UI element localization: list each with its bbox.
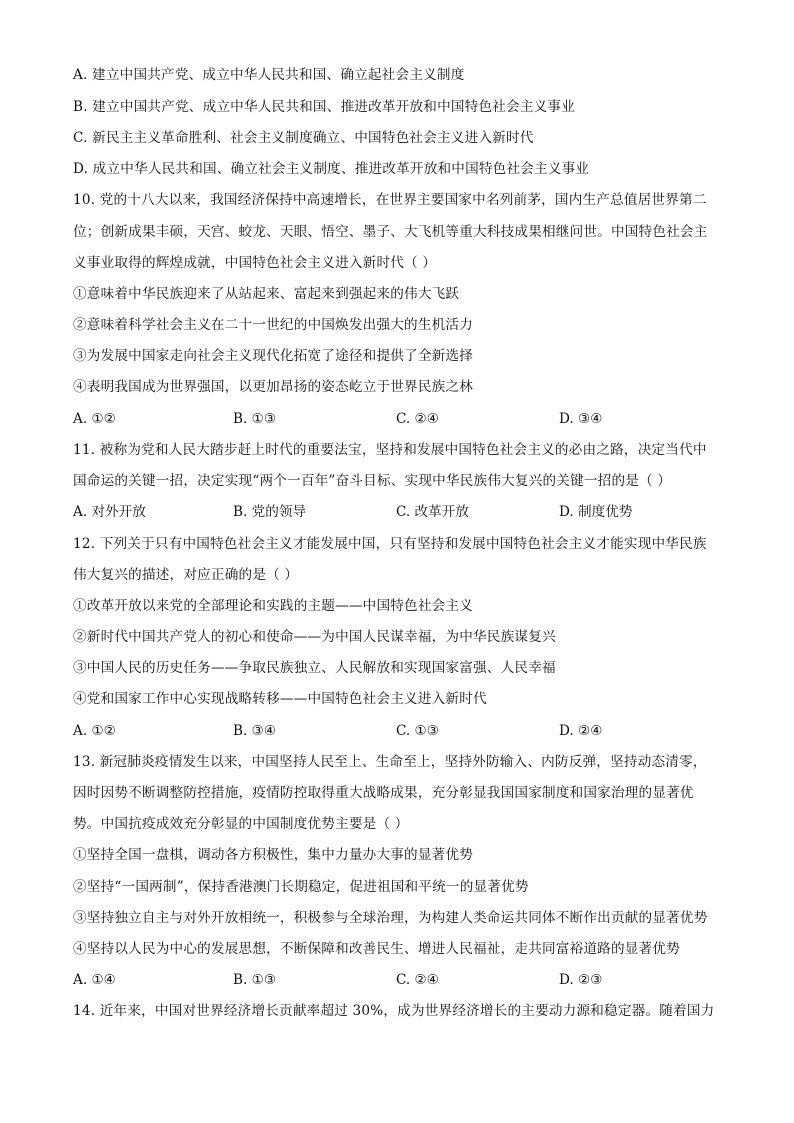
- q11-stem-line-1: 11. 被称为党和人民大踏步赶上时代的重要法宝，坚持和发展中国特色社会主义的必由之路，决定当代中: [73, 442, 707, 458]
- option-c: C. 改革开放: [396, 504, 469, 520]
- option-a: A. 对外开放: [73, 504, 146, 520]
- q9-option-d: D. 成立中华人民共和国、确立社会主义制度、推进改革开放和中国特色社会主义事业: [73, 161, 590, 177]
- q14-stem-line-1: 14. 近年来，中国对世界经济增长贡献率超过 30%，成为世界经济增长的主要动力源和稳定器。随着国力: [73, 1003, 715, 1019]
- q10-statement-1: ①意味着中华民族迎来了从站起来、富起来到强起来的伟大飞跃: [73, 286, 460, 302]
- q12-options: [73, 721, 733, 741]
- q10-stem-line-2: 位；创新成果丰硕，天宫、蛟龙、天眼、悟空、墨子、大飞机等重大科技成果相继问世。中国特色社会主: [73, 224, 708, 240]
- q11-options: [73, 502, 733, 522]
- q10-stem-line-1: 10. 党的十八大以来，我国经济保持中高速增长，在世界主要国家中名列前茅，国内生产总值居世界第二: [73, 192, 707, 208]
- option-b: B. ③④: [233, 723, 277, 739]
- q12-statement-3: ③中国人民的历史任务——争取民族独立、人民解放和实现国家富强、人民幸福: [73, 660, 556, 676]
- q13-statement-3: ③坚持独立自主与对外开放相统一，积极参与全球治理，为构建人类命运共同体不断作出贡献的显著优势: [73, 910, 708, 926]
- q9-option-c: C. 新民主主义革命胜利、社会主义制度确立、中国特色社会主义进入新时代: [73, 130, 534, 146]
- q12-statement-4: ④党和国家工作中心实现战略转移——中国特色社会主义进入新时代: [73, 691, 487, 707]
- q13-statement-2: ②坚持“一国两制”，保持香港澳门长期稳定，促进祖国和平统一的显著优势: [73, 879, 529, 895]
- option-a: A. ①②: [73, 411, 116, 427]
- option-c: C. ②④: [396, 411, 439, 427]
- option-a: A. ①②: [73, 723, 116, 739]
- q13-options: [73, 970, 733, 990]
- q13-stem-line-3: 势。中国抗疫成效充分彰显的中国制度优势主要是（ ）: [73, 816, 409, 832]
- q9-option-b: B. 建立中国共产党、成立中华人民共和国、推进改革开放和中国特色社会主义事业: [73, 99, 576, 115]
- option-d: D. ②④: [559, 723, 603, 739]
- option-d: D. 制度优势: [559, 504, 633, 520]
- option-c: C. ①③: [396, 723, 439, 739]
- q10-statement-2: ②意味着科学社会主义在二十一世纪的中国焕发出强大的生机活力: [73, 317, 474, 333]
- q10-stem-line-3: 义事业取得的辉煌成就，中国特色社会主义进入新时代（ ）: [73, 255, 437, 271]
- q10-options: [73, 409, 733, 429]
- q11-stem-line-2: 国命运的关键一招，决定实现“两个一百年”奋斗目标、实现中华民族伟大复兴的关键一招的是（ ）: [73, 473, 672, 489]
- option-c: C. ②④: [396, 972, 439, 988]
- q12-stem-line-1: 12. 下列关于只有中国特色社会主义才能发展中国，只有坚持和发展中国特色社会主义才能实现中华民族: [73, 536, 707, 552]
- option-a: A. ①④: [73, 972, 116, 988]
- q13-stem-line-2: 因时因势不断调整防控措施，疫情防控取得重大战略成果，充分彰显我国国家制度和国家治理的显著优: [73, 785, 694, 801]
- q13-stem-line-1: 13. 新冠肺炎疫情发生以来，中国坚持人民至上、生命至上，坚持外防输入、内防反弹，坚持动态清零，: [73, 754, 707, 770]
- q10-statement-4: ④表明我国成为世界强国，以更加昂扬的姿态屹立于世界民族之林: [73, 379, 474, 395]
- q9-option-a: A. 建立中国共产党、成立中华人民共和国、确立起社会主义制度: [73, 67, 465, 83]
- option-b: B. ①③: [233, 411, 277, 427]
- q12-statement-2: ②新时代中国共产党人的初心和使命——为中国人民谋幸福，为中华民族谋复兴: [73, 629, 556, 645]
- q12-statement-1: ①改革开放以来党的全部理论和实践的主题——中国特色社会主义: [73, 598, 474, 614]
- option-b: B. 党的领导: [233, 504, 307, 520]
- q13-statement-4: ④坚持以人民为中心的发展思想，不断保障和改善民生、增进人民福祉，走共同富裕道路的显著优势: [73, 941, 680, 957]
- option-b: B. ①③: [233, 972, 277, 988]
- q13-statement-1: ①坚持全国一盘棋，调动各方积极性，集中力量办大事的显著优势: [73, 847, 474, 863]
- q12-stem-line-2: 伟大复兴的描述，对应正确的是（ ）: [73, 567, 299, 583]
- q10-statement-3: ③为发展中国家走向社会主义现代化拓宽了途径和提供了全新选择: [73, 348, 474, 364]
- option-d: D. ②③: [559, 972, 603, 988]
- option-d: D. ③④: [559, 411, 603, 427]
